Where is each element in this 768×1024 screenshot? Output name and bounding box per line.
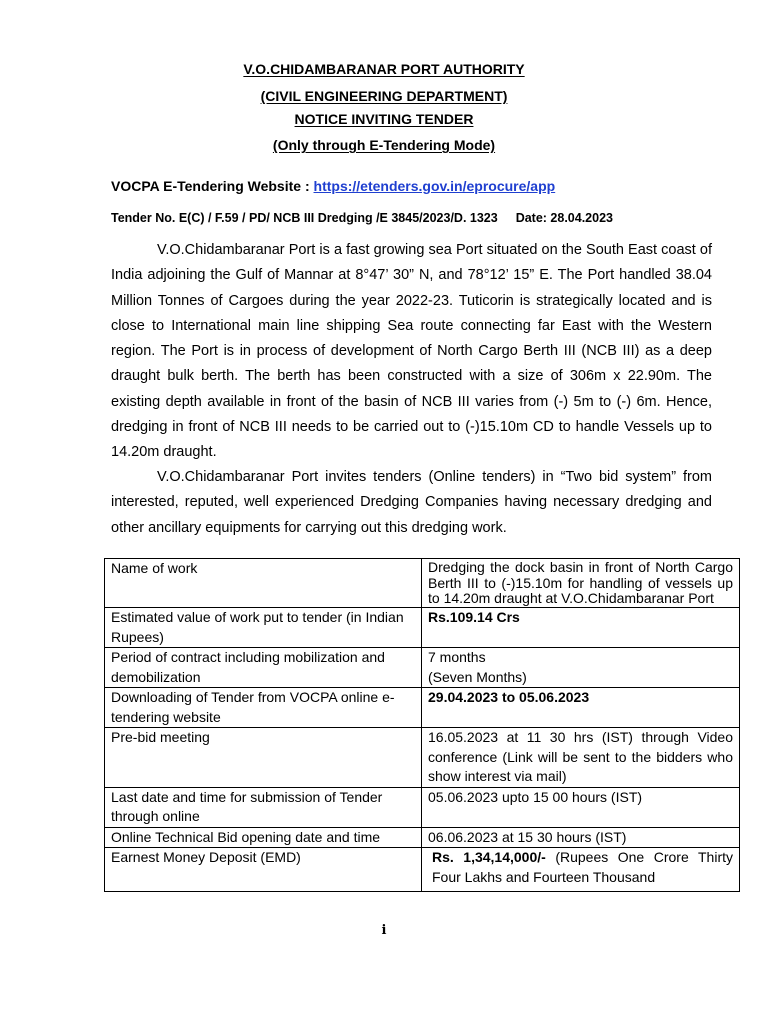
website-label: VOCPA E-Tendering Website : bbox=[111, 178, 314, 194]
row-value bbox=[422, 848, 740, 892]
table-row bbox=[105, 787, 740, 827]
row-value: 29.04.2023 to 05.06.2023 bbox=[422, 688, 740, 728]
row-label: Pre-bid meeting bbox=[105, 728, 422, 788]
row-label: Earnest Money Deposit (EMD) bbox=[105, 848, 422, 892]
row-value: Dredging the dock basin in front of North Cargo Berth III to (-)15.10m for handling of vessels up to 14.20m draught at V.O.Chidambaranar Port bbox=[422, 559, 740, 608]
emd-amount: Rs. 1,34,14,000/- bbox=[432, 849, 546, 866]
invitation-paragraph: V.O.Chidambaranar Port invites tenders (Online tenders) in “Two bid system” from interested, reputed, well experienced Dredging Companies having necessary dredging and other ancillary equipments for carrying out this dredging work. bbox=[111, 469, 712, 536]
table-row bbox=[105, 827, 740, 848]
department-title: (CIVIL ENGINEERING DEPARTMENT) bbox=[260, 88, 508, 104]
table-row bbox=[105, 559, 740, 608]
tender-date: Date: 28.04.2023 bbox=[515, 211, 613, 225]
row-value-line1: 7 months bbox=[428, 649, 486, 666]
row-label: Last date and time for submission of Tender through online bbox=[105, 787, 422, 827]
row-label: Estimated value of work put to tender (in Indian Rupees) bbox=[105, 608, 422, 648]
table-row bbox=[105, 608, 740, 648]
row-value: 06.06.2023 at 15 30 hours (IST) bbox=[422, 827, 740, 848]
row-label: Name of work bbox=[105, 559, 422, 608]
row-value-line2: (Seven Months) bbox=[428, 668, 527, 685]
row-value: Rs.109.14 Crs bbox=[422, 608, 740, 648]
tender-details-table bbox=[104, 558, 740, 892]
website-line bbox=[111, 178, 555, 194]
authority-title: V.O.CHIDAMBARANAR PORT AUTHORITY bbox=[243, 61, 525, 77]
row-value bbox=[422, 648, 740, 688]
row-value: 05.06.2023 upto 15 00 hours (IST) bbox=[422, 787, 740, 827]
table-row bbox=[105, 848, 740, 892]
tender-line bbox=[111, 211, 613, 225]
page-number: i bbox=[381, 923, 387, 938]
table-row bbox=[105, 648, 740, 688]
table-row bbox=[105, 688, 740, 728]
intro-paragraph: V.O.Chidambaranar Port is a fast growing sea Port situated on the South East coast of India adjoining the Gulf of Mannar at 8°47’ 30” N, and 78°12’ 15” E. The Port handled 38.04 Million Tonnes of Cargoes during the year 2022-23. Tuticorin is strategically located and is close to International main line shipping Sea route connecting far East with the Western region. The Port is in process of development of North Cargo Berth III (NCB III) as a deep draught bulk berth. The berth has been constructed with a size of 306m x 22.90m. The existing depth available in front of the basin of NCB III varies from (-) 5m to (-) 6m. Hence, dredging in front of NCB III needs to be carried out to (-)15.10m CD to handle Vessels up to 14.20m draught. bbox=[111, 242, 712, 461]
row-label: Downloading of Tender from VOCPA online e-tendering website bbox=[105, 688, 422, 728]
notice-title: NOTICE INVITING TENDER bbox=[294, 111, 474, 127]
row-label: Online Technical Bid opening date and time bbox=[105, 827, 422, 848]
tender-number: Tender No. E(C) / F.59 / PD/ NCB III Dredging /E 3845/2023/D. 1323 bbox=[111, 211, 498, 225]
row-value: 16.05.2023 at 11 30 hrs (IST) through Video conference (Link will be sent to the bidders who show interest via mail) bbox=[422, 728, 740, 788]
tender-mode-title: (Only through E-Tendering Mode) bbox=[272, 137, 496, 153]
website-link[interactable]: https://etenders.gov.in/eprocure/app bbox=[313, 178, 556, 194]
table-row bbox=[105, 728, 740, 788]
row-label: Period of contract including mobilization and demobilization bbox=[105, 648, 422, 688]
emd-amount-words: (Rupees One Crore Thirty Four Lakhs and Fourteen Thousand bbox=[432, 849, 733, 885]
